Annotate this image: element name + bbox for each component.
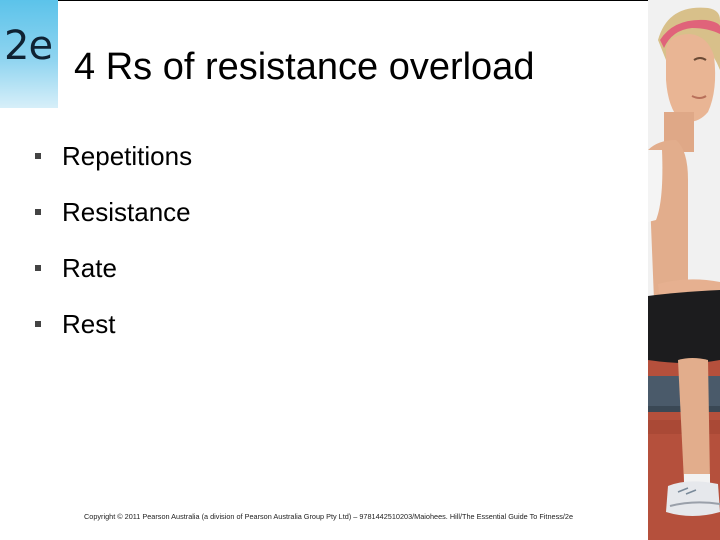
copyright-footer: Copyright © 2011 Pearson Australia (a division of Pearson Australia Group Pty Ltd) – 9781442510203/Maiohees. Hill/The Essential Guide To Fitness/2e [84,512,574,521]
square-bullet-icon [35,153,41,159]
square-bullet-icon [35,209,41,215]
slide-title: 4 Rs of resistance overload [74,46,535,88]
square-bullet-icon [35,321,41,327]
bullet-item-rest [34,296,192,352]
woman-exercising-photo [648,0,720,540]
edition-badge [0,0,58,108]
bullet-label: Rest [62,309,116,339]
bullet-list [34,128,192,352]
bullet-label: Rate [62,253,117,283]
edition-label: 2e [4,23,53,69]
photo-illustration [648,0,720,540]
bullet-item-resistance [34,184,192,240]
top-rule [58,0,648,1]
bullet-item-rate [34,240,192,296]
bullet-item-repetitions [34,128,192,184]
bullet-label: Repetitions [62,141,193,171]
square-bullet-icon [35,265,41,271]
bullet-label: Resistance [62,197,191,227]
